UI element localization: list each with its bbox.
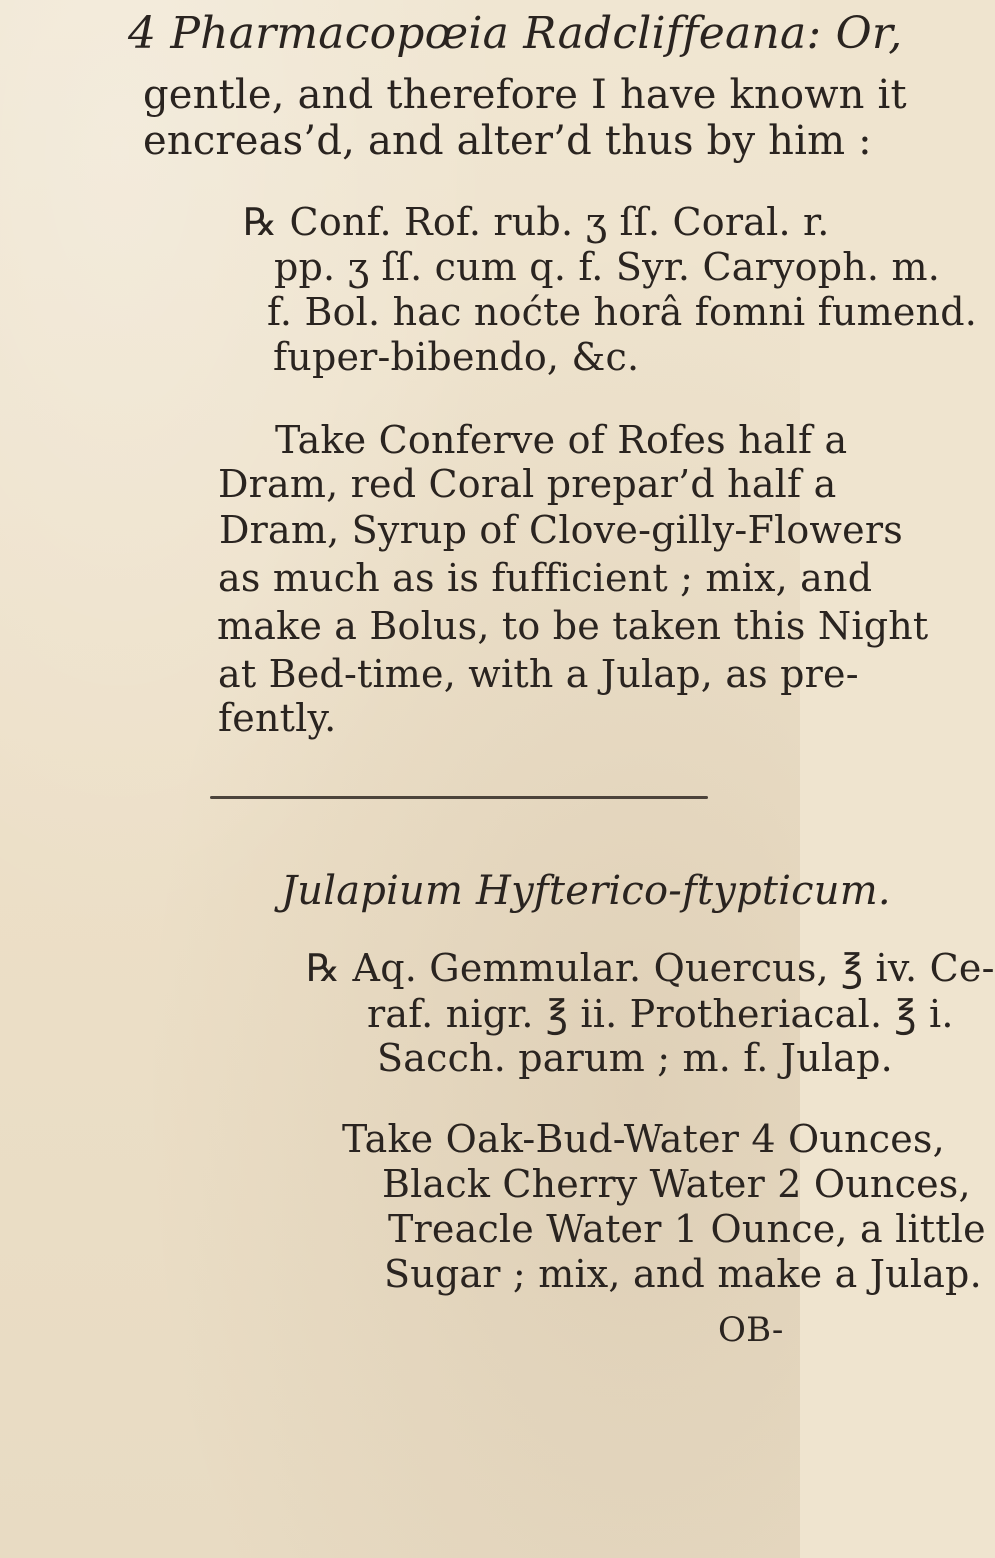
- recipe1-english-line-1: Take Conferve of Rofes half a: [275, 418, 848, 462]
- recipe2-latin-line-2: raf. nigr. ℥ ii. Protheriacal. ℥ i.: [367, 992, 954, 1036]
- recipe2-english-line-4: Sugar ; mix, and make a Julap.: [384, 1252, 982, 1296]
- recipe1-english-line-6: at Bed-time, with a Julap, as pre-: [218, 652, 859, 696]
- recipe2-english-line-2: Black Cherry Water 2 Ounces,: [382, 1162, 971, 1206]
- recipe2-latin-line-1: ℞ Aq. Gemmular. Quercus, ℥ iv. Ce-: [306, 946, 995, 990]
- recipe1-latin-line-3: f. Bol. hac noćte horâ fomni fumend.: [267, 290, 978, 334]
- recipe2-latin-line-3: Sacch. parum ; m. f. Julap.: [377, 1036, 893, 1080]
- recipe1-english-line-5: make a Bolus, to be taken this Night: [217, 604, 929, 648]
- recipe1-english-line-3: Dram, Syrup of Clove-gilly-Flowers: [219, 508, 903, 552]
- running-header: 4 Pharmacopœia Radcliffeana: Or,: [128, 8, 903, 59]
- catchword: OB-: [718, 1310, 784, 1350]
- section-title: Julapium Hyfterico-ftypticum.: [281, 868, 891, 914]
- recipe1-english-line-7: fently.: [218, 696, 337, 740]
- recipe1-latin-line-2: pp. ʒ ſſ. cum q. f. Syr. Caryoph. m.: [274, 245, 941, 289]
- section-rule: [210, 796, 708, 799]
- recipe1-english-line-2: Dram, red Coral prepar’d half a: [218, 462, 837, 506]
- recipe1-english-line-4: as much as is fufficient ; mix, and: [218, 556, 873, 600]
- recipe1-latin-line-1: ℞ Conf. Rof. rub. ʒ ſſ. Coral. r.: [243, 200, 830, 244]
- recipe1-latin-line-4: fuper-bibendo, &c.: [273, 335, 640, 379]
- intro-line-2: encreas’d, and alter’d thus by him :: [143, 118, 872, 164]
- recipe2-english-line-3: Treacle Water 1 Ounce, a little: [388, 1207, 986, 1251]
- intro-line-1: gentle, and therefore I have known it: [143, 72, 907, 118]
- recipe2-english-line-1: Take Oak-Bud-Water 4 Ounces,: [342, 1117, 945, 1161]
